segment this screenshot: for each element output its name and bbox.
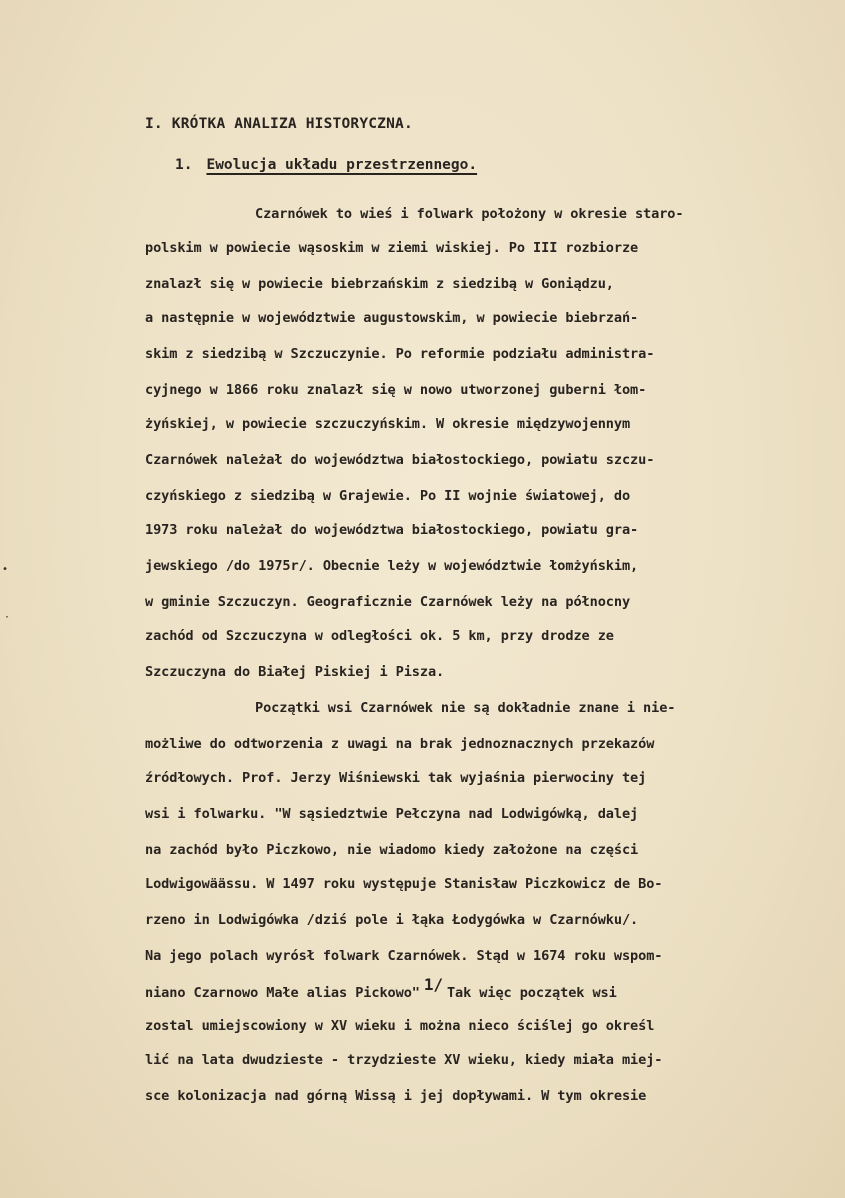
section-heading: I. KRÓTKA ANALIZA HISTORYCZNA. [145,116,413,132]
text-segment: Tak więc początek wsi [446,985,617,1001]
text-line: Czarnówek należał do województwa białostockiego, powiatu szczu- [145,452,655,468]
text-line: zostal umiejscowiony w XV wieku i można nieco ściślej go określ [145,1018,655,1034]
text-line: cyjnego w 1866 roku znalazł się w nowo utworzonej guberni łom- [145,382,647,398]
text-line: Początki wsi Czarnówek nie są dokładnie znane i nie- [255,700,676,716]
text-line: żyńskiej, w powiecie szczuczyńskim. W okresie międzywojennym [145,416,631,432]
text-line: znalazł się w powiecie biebrzańskim z siedzibą w Goniądzu, [145,276,614,292]
footnote-reference: 1/ [423,975,443,994]
text-line: lić na lata dwudzieste - trzydzieste XV wieku, kiedy miała miej- [145,1052,663,1068]
text-line: wsi i folwarku. "W sąsiedztwie Pełczyna nad Lodwigówką, dalej [145,806,639,822]
text-line: możliwe do odtworzenia z uwagi na brak jednoznacznych przekazów [145,736,655,752]
text-line: zachód od Szczuczyna w odległości ok. 5 km, przy drodze ze [145,628,614,644]
margin-speck-icon: • [2,564,9,575]
text-line-with-footnote [145,975,617,1001]
text-line: Lodwigowäässu. W 1497 roku występuje Stanisław Piczkowicz de Bo- [145,876,663,892]
margin-speck-icon: · [4,612,11,623]
text-line: 1973 roku należał do województwa białostockiego, powiatu gra- [145,522,639,538]
text-line: jewskiego /do 1975r/. Obecnie leży w województwie łomżyńskim, [145,558,639,574]
text-line: w gminie Szczuczyn. Geograficznie Czarnówek leży na północny [145,594,631,610]
subsection-number: 1. [175,157,193,173]
text-segment: niano Czarnowo Małe alias Pickowo" [145,985,420,1001]
text-line: skim z siedzibą w Szczuczynie. Po reformie podziału administra- [145,346,655,362]
text-line: rzeno in Lodwigówka /dziś pole i łąka Łodygówka w Czarnówku/. [145,912,639,928]
subsection-heading [175,157,477,173]
text-line: Na jego polach wyrósł folwark Czarnówek. Stąd w 1674 roku wspom- [145,948,663,964]
subsection-title: Ewolucja układu przestrzennego. [206,157,478,173]
text-line: a następnie w województwie augustowskim, w powiecie biebrzań- [145,310,639,326]
text-line: Szczuczyna do Białej Piskiej i Pisza. [145,664,445,680]
text-line: na zachód było Piczkowo, nie wiadomo kiedy założone na części [145,842,639,858]
text-line: sce kolonizacja nad górną Wissą i jej dopływami. W tym okresie [145,1088,647,1104]
text-line: polskim w powiecie wąsoskim w ziemi wiskiej. Po III rozbiorze [145,240,639,256]
text-line: Czarnówek to wieś i folwark położony w okresie staro- [255,206,684,222]
text-line: czyńskiego z siedzibą w Grajewie. Po II wojnie światowej, do [145,488,631,504]
text-line: źródłowych. Prof. Jerzy Wiśniewski tak wyjaśnia pierwociny tej [145,770,647,786]
